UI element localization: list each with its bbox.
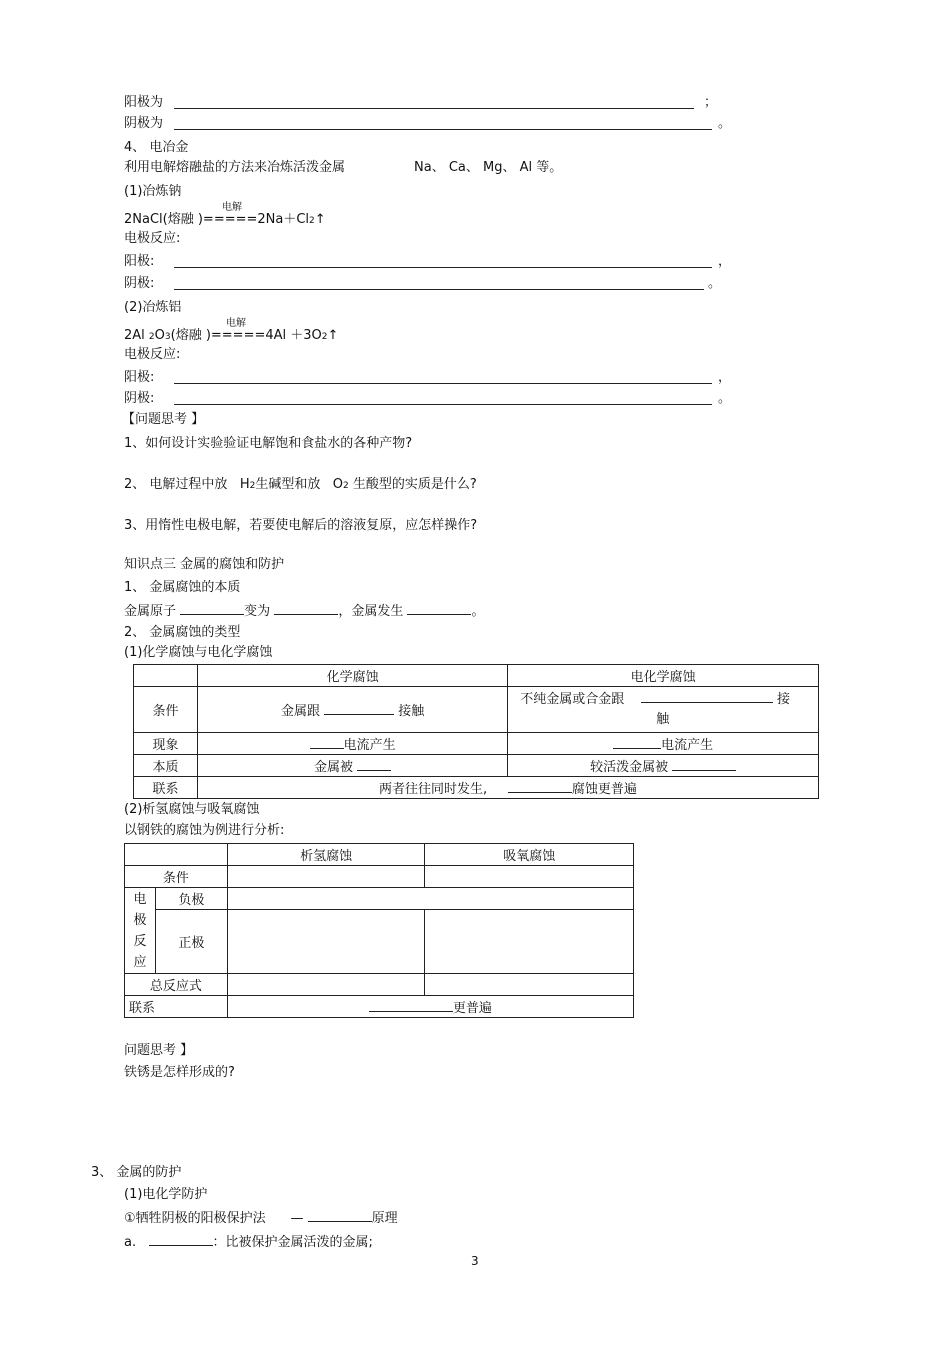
phen-chem-blank[interactable] [310, 735, 344, 749]
corrosion-sub2-heading: (2)析氢腐蚀与吸氧腐蚀 [124, 802, 260, 817]
table2-relation: 更普遍 [227, 996, 633, 1018]
method-blank[interactable] [308, 1208, 372, 1222]
table2-total-hydrogen[interactable] [227, 974, 425, 996]
ess-elec-blank[interactable] [672, 757, 736, 771]
page-number: 3 [471, 1254, 479, 1268]
question-1: 1、如何设计实验验证电解饱和食盐水的各种产物? [124, 436, 413, 451]
aluminum-equation: 2Al 2O3(熔融 )=====4Al ＋3O2↑ [124, 328, 339, 343]
cathode-blank[interactable] [174, 129, 712, 130]
relation2-blank[interactable] [369, 998, 453, 1012]
table1-row-condition: 条件 [134, 687, 198, 733]
essence-blank-2[interactable] [274, 601, 338, 615]
corrosion-sub1-heading: (1)化学腐蚀与电化学腐蚀 [124, 645, 273, 660]
corrosion-essence-heading: 1、 金属腐蚀的本质 [124, 580, 241, 595]
essence-blank-3[interactable] [407, 601, 471, 615]
table2-row-electrode: 电 极 反 应 [125, 888, 156, 974]
table1-row-phenomenon: 现象 [134, 733, 198, 755]
table2-total-oxygen[interactable] [425, 974, 634, 996]
corrosion-sub2-intro: 以钢铁的腐蚀为例进行分析: [124, 823, 285, 838]
question-2: 2、 电解过程中放 H2生碱型和放 O2 生酸型的实质是什么? [124, 477, 477, 492]
metallurgy-metals: Na、 Ca、 Mg、 Al 等。 [414, 160, 563, 175]
sodium-heading: (1)冶炼钠 [124, 184, 182, 199]
sodium-cathode-label: 阴极: [124, 276, 155, 291]
table1-header-chem: 化学腐蚀 [197, 665, 507, 687]
item-a-blank[interactable] [149, 1232, 213, 1246]
questions2-heading: 问题思考 】 [124, 1043, 194, 1058]
aluminum-heading: (2)冶炼铝 [124, 300, 182, 315]
aluminum-anode-blank[interactable] [174, 383, 712, 384]
table2-header-hydrogen: 析氢腐蚀 [227, 844, 425, 866]
chem-vs-electrochem-table [133, 664, 819, 799]
table1-ess-chem: 金属被 [197, 755, 507, 777]
sodium-anode-end: ， [718, 254, 732, 269]
table2-positive-oxygen[interactable] [425, 910, 634, 974]
protection-item-a: a. ：比被保护金属活泼的金属; [124, 1232, 373, 1251]
cond-chem-blank[interactable] [324, 701, 394, 715]
cond-elec-blank[interactable] [641, 689, 773, 703]
table2-cond-hydrogen[interactable] [227, 866, 425, 888]
anode-line-end: ； [704, 95, 718, 110]
phen-elec-blank[interactable] [613, 735, 661, 749]
table1-cond-elec: 不纯金属或合金跟 接 触 [508, 687, 819, 733]
aluminum-cathode-label: 阴极: [124, 391, 155, 406]
relation1-blank[interactable] [508, 779, 572, 793]
corrosion-types-heading: 2、 金属腐蚀的类型 [124, 625, 241, 640]
table1-phen-chem: 电流产生 [197, 733, 507, 755]
table2-corner [125, 844, 228, 866]
sodium-cathode-blank[interactable] [174, 289, 704, 290]
table1-corner [134, 665, 198, 687]
protection-sub-heading: (1)电化学防护 [124, 1187, 208, 1202]
aluminum-cathode-blank[interactable] [174, 404, 712, 405]
sodium-cathode-end: 。 [708, 276, 722, 291]
ess-chem-blank[interactable] [357, 757, 391, 771]
table1-phen-elec: 电流产生 [508, 733, 819, 755]
table2-row-total: 总反应式 [125, 974, 228, 996]
table2-header-oxygen: 吸氧腐蚀 [425, 844, 634, 866]
cathode-line-end: 。 [718, 116, 732, 131]
protection-method: ①牺牲阴极的阳极保护法 — 原理 [124, 1208, 398, 1227]
table1-relation: 两者往往同时发生, 腐蚀更普遍 [197, 777, 818, 799]
essence-blank-1[interactable] [180, 601, 244, 615]
protection-heading: 3、 金属的防护 [91, 1165, 182, 1180]
hydrogen-vs-oxygen-table [124, 843, 634, 1018]
metallurgy-heading: 4、 电冶金 [124, 140, 189, 155]
aluminum-condition: 电解 [226, 318, 246, 329]
table1-cond-chem: 金属跟 接触 [197, 687, 507, 733]
table1-row-essence: 本质 [134, 755, 198, 777]
table2-row-condition: 条件 [125, 866, 228, 888]
corrosion-heading: 知识点三 金属的腐蚀和防护 [124, 557, 285, 572]
questions2-question: 铁锈是怎样形成的? [124, 1065, 235, 1080]
sodium-anode-blank[interactable] [174, 267, 712, 268]
cathode-line-label: 阴极为 [124, 116, 164, 131]
table2-positive-hydrogen[interactable] [227, 910, 425, 974]
aluminum-anode-label: 阳极: [124, 370, 155, 385]
sodium-reaction-label: 电极反应: [124, 231, 181, 246]
table2-cond-oxygen[interactable] [425, 866, 634, 888]
table1-ess-elec: 较活泼金属被 [508, 755, 819, 777]
table1-header-elec: 电化学腐蚀 [508, 665, 819, 687]
sodium-equation: 2NaCl(熔融 )=====2Na＋Cl2↑ [124, 212, 326, 227]
sodium-anode-label: 阳极: [124, 254, 155, 269]
sodium-condition: 电解 [222, 202, 242, 213]
corrosion-essence-line: 金属原子 变为 ，金属发生 。 [124, 601, 484, 620]
aluminum-anode-end: ， [718, 370, 732, 385]
table2-positive-label: 正极 [155, 910, 227, 974]
table2-row-relation: 联系 [125, 996, 228, 1018]
anode-blank[interactable] [174, 108, 694, 109]
aluminum-cathode-end: 。 [718, 391, 732, 406]
questions1-heading: 【问题思考 】 [122, 412, 205, 427]
anode-line-label: 阳极为 [124, 95, 164, 110]
aluminum-reaction-label: 电极反应: [124, 347, 181, 362]
table1-row-relation: 联系 [134, 777, 198, 799]
table2-negative-label: 负极 [155, 888, 227, 910]
metallurgy-intro: 利用电解熔融盐的方法来冶炼活泼金属 [124, 160, 346, 175]
table2-negative-cell[interactable] [227, 888, 633, 910]
question-3: 3、用惰性电极电解，若要使电解后的溶液复原，应怎样操作? [124, 518, 478, 533]
